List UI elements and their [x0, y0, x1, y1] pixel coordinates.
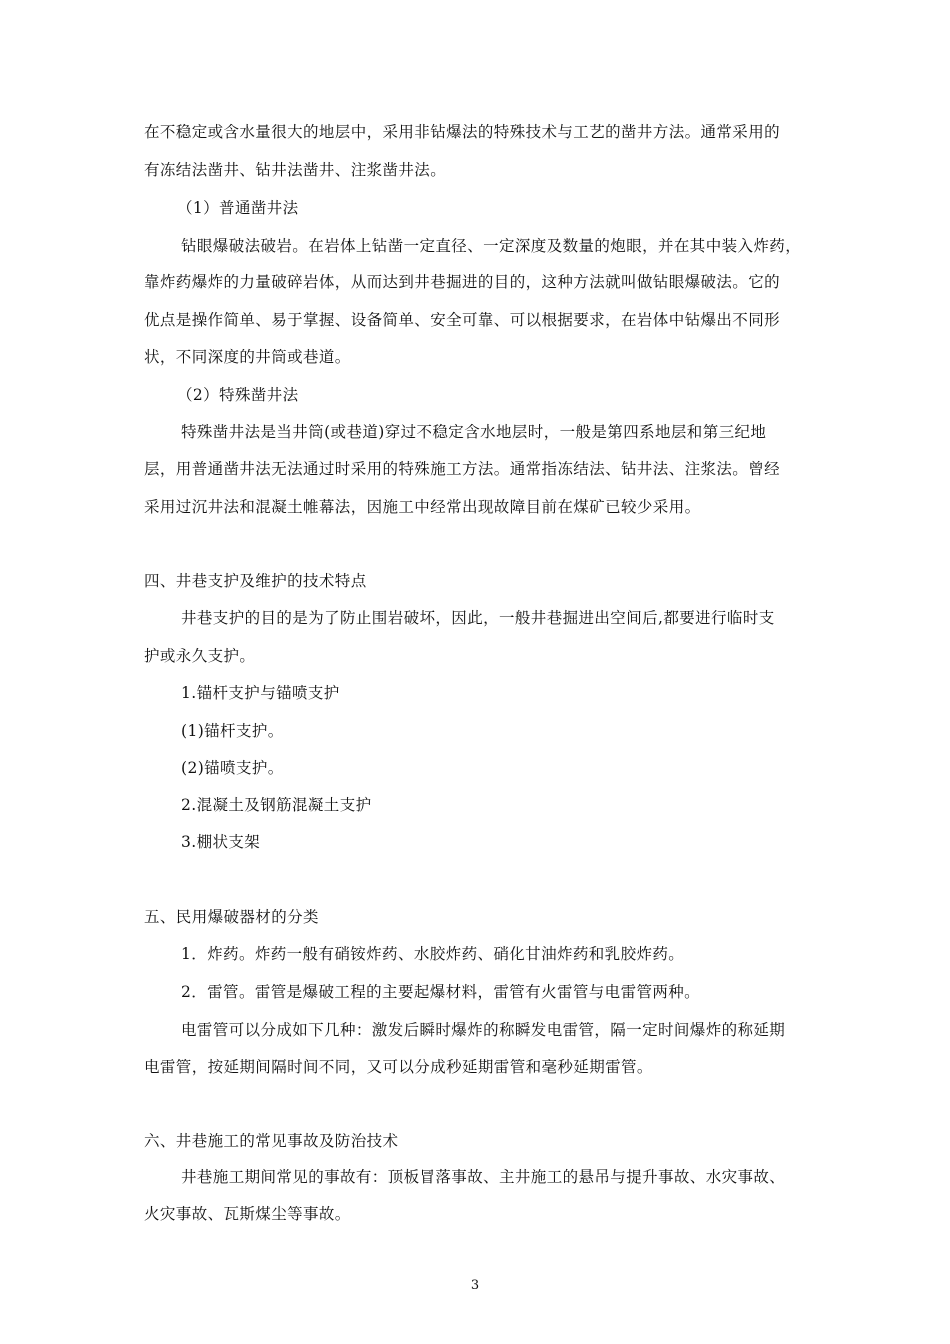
subheading: （1）普通凿井法	[177, 199, 299, 217]
section-heading: 五、民用爆破器材的分类	[144, 908, 319, 926]
subheading: （2）特殊凿井法	[177, 386, 299, 404]
list-item: (1)锚杆支护。	[181, 722, 284, 740]
body-text-line: 火灾事故、瓦斯煤尘等事故。	[144, 1205, 351, 1223]
body-text-line: 电雷管，按延期间隔时间不同，又可以分成秒延期雷管和毫秒延期雷管。	[144, 1058, 653, 1076]
body-text-line: 护或永久支护。	[144, 647, 256, 665]
body-text-line: 靠炸药爆炸的力量破碎岩体，从而达到井巷掘进的目的，这种方法就叫做钻眼爆破法。它的	[144, 273, 781, 291]
list-item: 2．雷管。雷管是爆破工程的主要起爆材料，雷管有火雷管与电雷管两种。	[181, 983, 701, 1001]
body-text-line: 状，不同深度的井筒或巷道。	[144, 348, 351, 366]
body-text-line: 井巷支护的目的是为了防止围岩破坏，因此，一般井巷掘进出空间后,都要进行临时支	[181, 609, 775, 627]
section-heading: 六、井巷施工的常见事故及防治技术	[144, 1132, 399, 1150]
body-text-line: 优点是操作简单、易于掌握、设备简单、安全可靠、可以根据要求，在岩体中钻爆出不同形	[144, 311, 781, 329]
body-text-line: 在不稳定或含水量很大的地层中，采用非钻爆法的特殊技术与工艺的凿井方法。通常采用的	[144, 123, 781, 141]
body-text-line: 井巷施工期间常见的事故有：顶板冒落事故、主井施工的悬吊与提升事故、水灾事故、	[181, 1168, 786, 1186]
body-text-line: 有冻结法凿井、钻井法凿井、注浆凿井法。	[144, 161, 447, 179]
list-item: 2.混凝土及钢筋混凝土支护	[181, 796, 372, 814]
list-item: (2)锚喷支护。	[181, 759, 284, 777]
body-text-line: 电雷管可以分成如下几种：激发后瞬时爆炸的称瞬发电雷管，隔一定时间爆炸的称延期	[181, 1021, 786, 1039]
body-text-line: 钻眼爆破法破岩。在岩体上钻凿一定直径、一定深度及数量的炮眼，并在其中装入炸药，	[181, 237, 802, 255]
body-text-line: 采用过沉井法和混凝土帷幕法，因施工中经常出现故障目前在煤矿已较少采用。	[144, 498, 701, 516]
list-item: 1．炸药。炸药一般有硝铵炸药、水胶炸药、硝化甘油炸药和乳胶炸药。	[181, 945, 685, 963]
page-number: 3	[470, 1278, 480, 1293]
list-item: 3.棚状支架	[181, 833, 261, 851]
body-text-line: 层，用普通凿井法无法通过时采用的特殊施工方法。通常指冻结法、钻井法、注浆法。曾经	[144, 460, 781, 478]
section-heading: 四、井巷支护及维护的技术特点	[144, 572, 367, 590]
body-text-line: 特殊凿井法是当井筒(或巷道)穿过不稳定含水地层时，一般是第四系地层和第三纪地	[181, 423, 767, 441]
list-item: 1.锚杆支护与锚喷支护	[181, 684, 340, 702]
